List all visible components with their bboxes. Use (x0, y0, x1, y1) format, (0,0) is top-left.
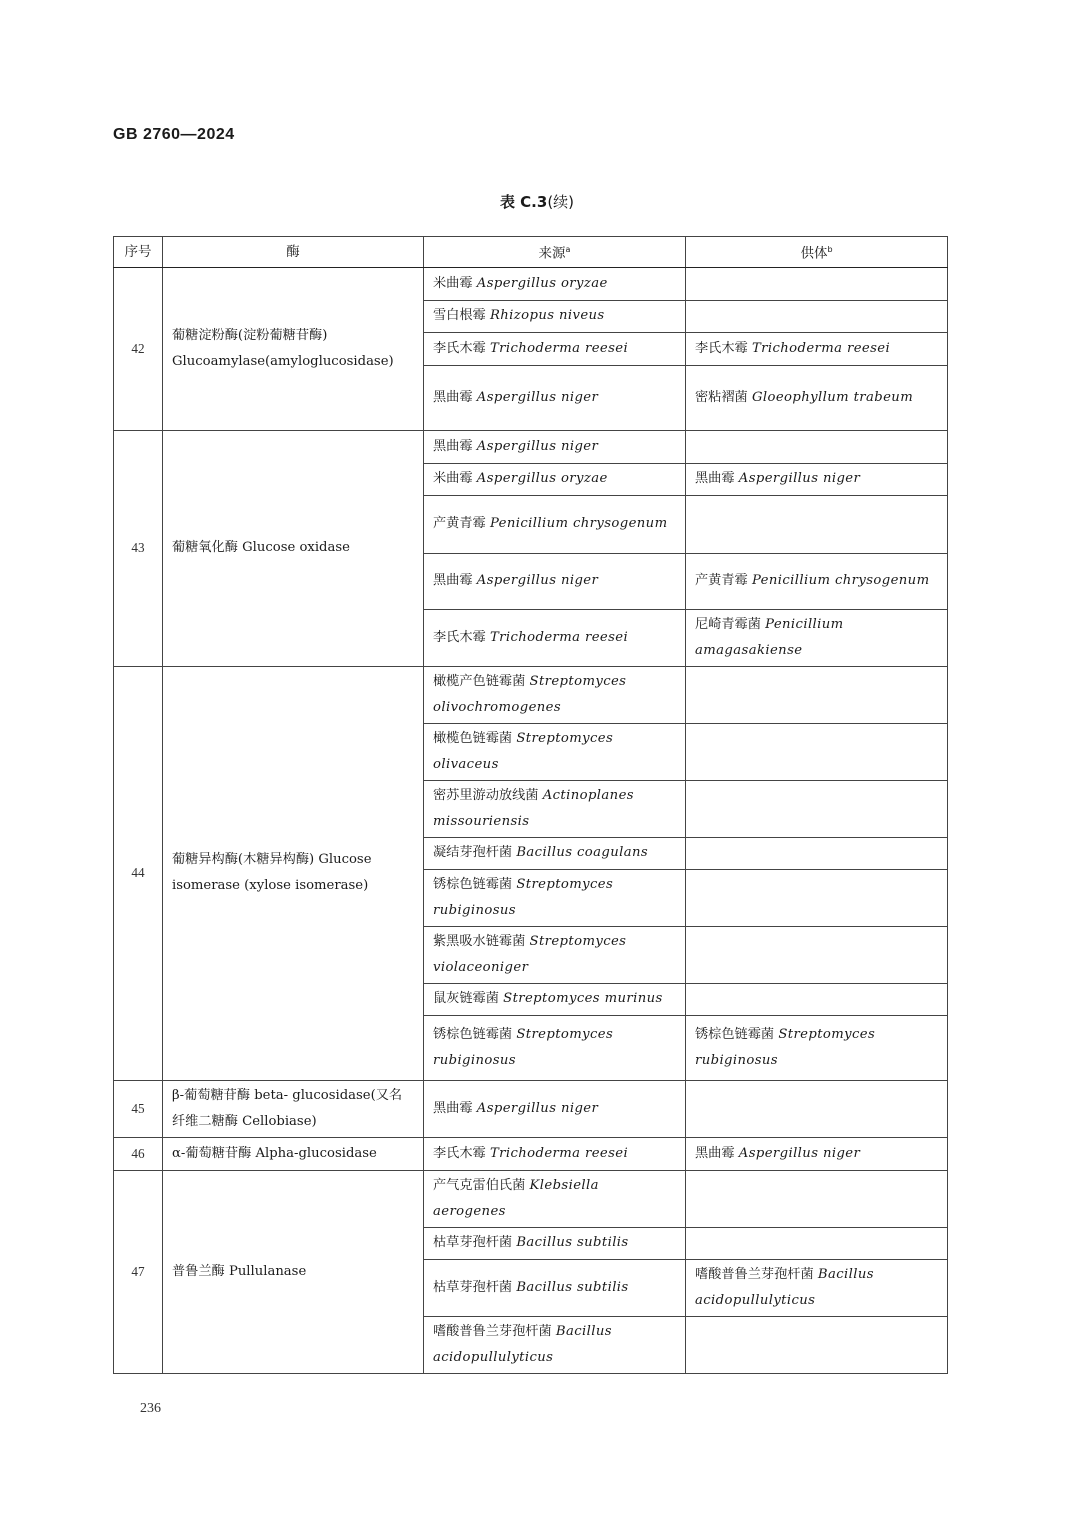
source-organism: 密苏里游动放线菌 Actinoplanes missouriensis (424, 780, 686, 837)
row-number: 46 (114, 1137, 163, 1170)
source-organism: 李氏木霉 Trichoderma reesei (424, 609, 686, 666)
table-row (114, 1080, 948, 1137)
table-header-row (114, 237, 948, 268)
source-organism: 鼠灰链霉菌 Streptomyces murinus (424, 983, 686, 1015)
donor-organism (686, 780, 948, 837)
enzyme-name: α-葡萄糖苷酶 Alpha-glucosidase (163, 1137, 424, 1170)
donor-organism: 黑曲霉 Aspergillus niger (686, 1137, 948, 1170)
donor-organism (686, 1170, 948, 1227)
row-number: 43 (114, 430, 163, 666)
table-title (0, 191, 1074, 212)
column-header-donor: 供体$^b$ (686, 237, 948, 268)
donor-organism (686, 495, 948, 553)
source-organism: 李氏木霉 Trichoderma reesei (424, 1137, 686, 1170)
donor-organism (686, 983, 948, 1015)
enzyme-table (113, 236, 948, 1374)
source-organism: 锈棕色链霉菌 Streptomyces rubiginosus (424, 1015, 686, 1080)
table-row (114, 267, 948, 300)
standard-code: GB 2760—2024 (113, 126, 235, 143)
donor-organism (686, 723, 948, 780)
source-organism: 雪白根霉 Rhizopus niveus (424, 300, 686, 332)
source-organism: 黑曲霉 Aspergillus niger (424, 365, 686, 430)
source-organism: 米曲霉 Aspergillus oryzae (424, 267, 686, 300)
footnote-mark-a: a (565, 245, 571, 254)
enzyme-name: 普鲁兰酶 Pullulanase (163, 1170, 424, 1373)
source-organism: 紫黑吸水链霉菌 Streptomyces violaceoniger (424, 926, 686, 983)
source-organism: 橄榄产色链霉菌 Streptomyces olivochromogenes (424, 666, 686, 723)
donor-organism: 嗜酸普鲁兰芽孢杆菌 Bacillus acidopullulyticus (686, 1259, 948, 1316)
source-organism: 锈棕色链霉菌 Streptomyces rubiginosus (424, 869, 686, 926)
enzyme-name: β-葡萄糖苷酶 beta- glucosidase(又名纤维二糖酶 Cellobiase) (163, 1080, 424, 1137)
donor-organism (686, 1316, 948, 1373)
source-organism: 黑曲霉 Aspergillus niger (424, 430, 686, 463)
row-number: 47 (114, 1170, 163, 1373)
source-organism: 黑曲霉 Aspergillus niger (424, 1080, 686, 1137)
source-organism: 橄榄色链霉菌 Streptomyces olivaceus (424, 723, 686, 780)
donor-organism: 尼崎青霉菌 Penicillium amagasakiense (686, 609, 948, 666)
column-header-number: 序号 (114, 237, 163, 268)
source-organism: 凝结芽孢杆菌 Bacillus coagulans (424, 837, 686, 869)
enzyme-name: 葡糖氧化酶 Glucose oxidase (163, 430, 424, 666)
donor-organism (686, 869, 948, 926)
page-number: 236 (140, 1401, 161, 1416)
column-header-enzyme: 酶 (163, 237, 424, 268)
donor-organism (686, 926, 948, 983)
donor-organism (686, 837, 948, 869)
donor-organism (686, 1080, 948, 1137)
donor-organism: 李氏木霉 Trichoderma reesei (686, 332, 948, 365)
table-row (114, 1170, 948, 1227)
source-organism: 黑曲霉 Aspergillus niger (424, 553, 686, 609)
source-organism: 李氏木霉 Trichoderma reesei (424, 332, 686, 365)
donor-organism: 锈棕色链霉菌 Streptomyces rubiginosus (686, 1015, 948, 1080)
source-organism: 枯草芽孢杆菌 Bacillus subtilis (424, 1259, 686, 1316)
row-number: 45 (114, 1080, 163, 1137)
table-title-continued: (续) (547, 193, 575, 211)
donor-organism (686, 1227, 948, 1259)
source-organism: 米曲霉 Aspergillus oryzae (424, 463, 686, 495)
table-row (114, 666, 948, 723)
donor-organism: 产黄青霉 Penicillium chrysogenum (686, 553, 948, 609)
donor-organism: 密粘褶菌 Gloeophyllum trabeum (686, 365, 948, 430)
donor-organism (686, 267, 948, 300)
source-organism: 枯草芽孢杆菌 Bacillus subtilis (424, 1227, 686, 1259)
table-title-main: 表 C.3 (499, 193, 548, 211)
row-number: 42 (114, 267, 163, 430)
row-number: 44 (114, 666, 163, 1080)
source-organism: 产黄青霉 Penicillium chrysogenum (424, 495, 686, 553)
donor-organism (686, 666, 948, 723)
donor-organism (686, 430, 948, 463)
source-organism: 产气克雷伯氏菌 Klebsiella aerogenes (424, 1170, 686, 1227)
table-row (114, 430, 948, 463)
enzyme-name: 葡糖淀粉酶(淀粉葡糖苷酶) Glucoamylase(amyloglucosidase) (163, 267, 424, 430)
source-organism: 嗜酸普鲁兰芽孢杆菌 Bacillus acidopullulyticus (424, 1316, 686, 1373)
column-header-source: 来源$^a$ (424, 237, 686, 268)
donor-organism: 黑曲霉 Aspergillus niger (686, 463, 948, 495)
table-row (114, 1137, 948, 1170)
donor-organism (686, 300, 948, 332)
enzyme-name: 葡糖异构酶(木糖异构酶) Glucose isomerase (xylose isomerase) (163, 666, 424, 1080)
footnote-mark-b: b (827, 245, 833, 254)
